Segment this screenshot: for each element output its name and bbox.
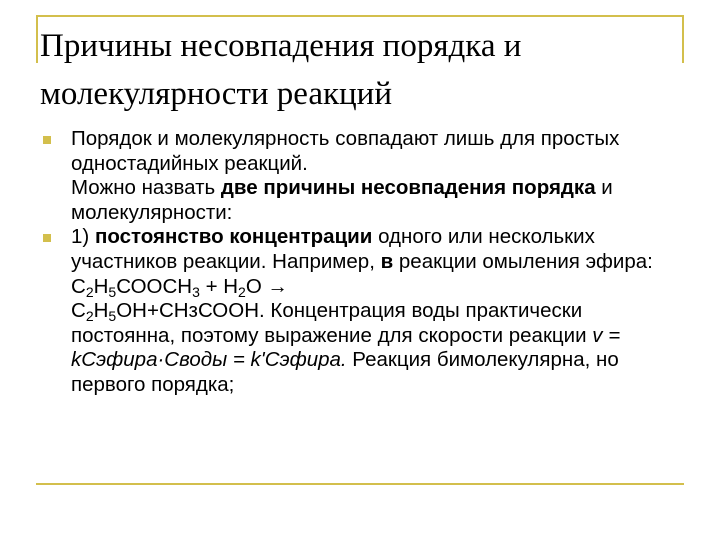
text-run: Н <box>93 299 109 323</box>
slide-title <box>40 22 680 118</box>
left-rule <box>36 15 38 63</box>
bullet-1-paragraph-2 <box>71 176 683 225</box>
text-run: О → <box>245 274 288 298</box>
right-rule <box>682 15 684 63</box>
bullet-2-paragraph <box>71 225 683 397</box>
text-run: Н <box>93 274 109 298</box>
subscript: 5 <box>108 283 117 300</box>
bold-run: две причины несовпадения порядка <box>220 176 596 200</box>
bullet-item-2 <box>43 225 683 397</box>
slide-body <box>43 127 683 398</box>
subscript: 5 <box>108 308 117 325</box>
bold-run: в <box>380 249 394 273</box>
title-line-2: молекулярности реакций <box>40 76 392 112</box>
subscript: 3 <box>192 283 200 300</box>
text-run: одного или нескольких участников реакции. Например, <box>71 225 595 273</box>
text-run: Реакция бимолекулярна, но первого порядка; <box>71 348 619 396</box>
text-run: СООСН <box>116 274 193 298</box>
subscript: 2 <box>238 283 246 300</box>
square-bullet-icon <box>43 136 51 144</box>
italic-run: v = kСэфира·Своды = k'Сэфира. <box>71 323 621 372</box>
bullet-1-paragraph-1: Порядок и молекулярность совпадают лишь для простых одностадийных реакций. <box>71 127 620 175</box>
text-run: С <box>71 299 86 323</box>
text-run: Можно назвать <box>71 176 221 200</box>
subscript: 2 <box>85 283 94 300</box>
text-run: и молекулярности: <box>71 176 613 224</box>
bottom-rule <box>36 483 684 485</box>
bullet-item-1 <box>43 127 683 225</box>
bold-run: постоянство концентрации <box>94 225 373 249</box>
text-run: 1) <box>71 225 95 249</box>
title-line-1: Причины несовпадения порядка и <box>40 28 522 64</box>
top-rule <box>36 15 684 17</box>
subscript: 2 <box>85 308 94 325</box>
text-run: + Н <box>199 274 239 298</box>
text-run: реакции омыления эфира: С <box>71 249 653 298</box>
square-bullet-icon <box>43 234 51 242</box>
text-run: ОН+СНзСООН. Концентрация воды практически постоянна, поэтому выражение для скорости реакции <box>71 299 593 347</box>
